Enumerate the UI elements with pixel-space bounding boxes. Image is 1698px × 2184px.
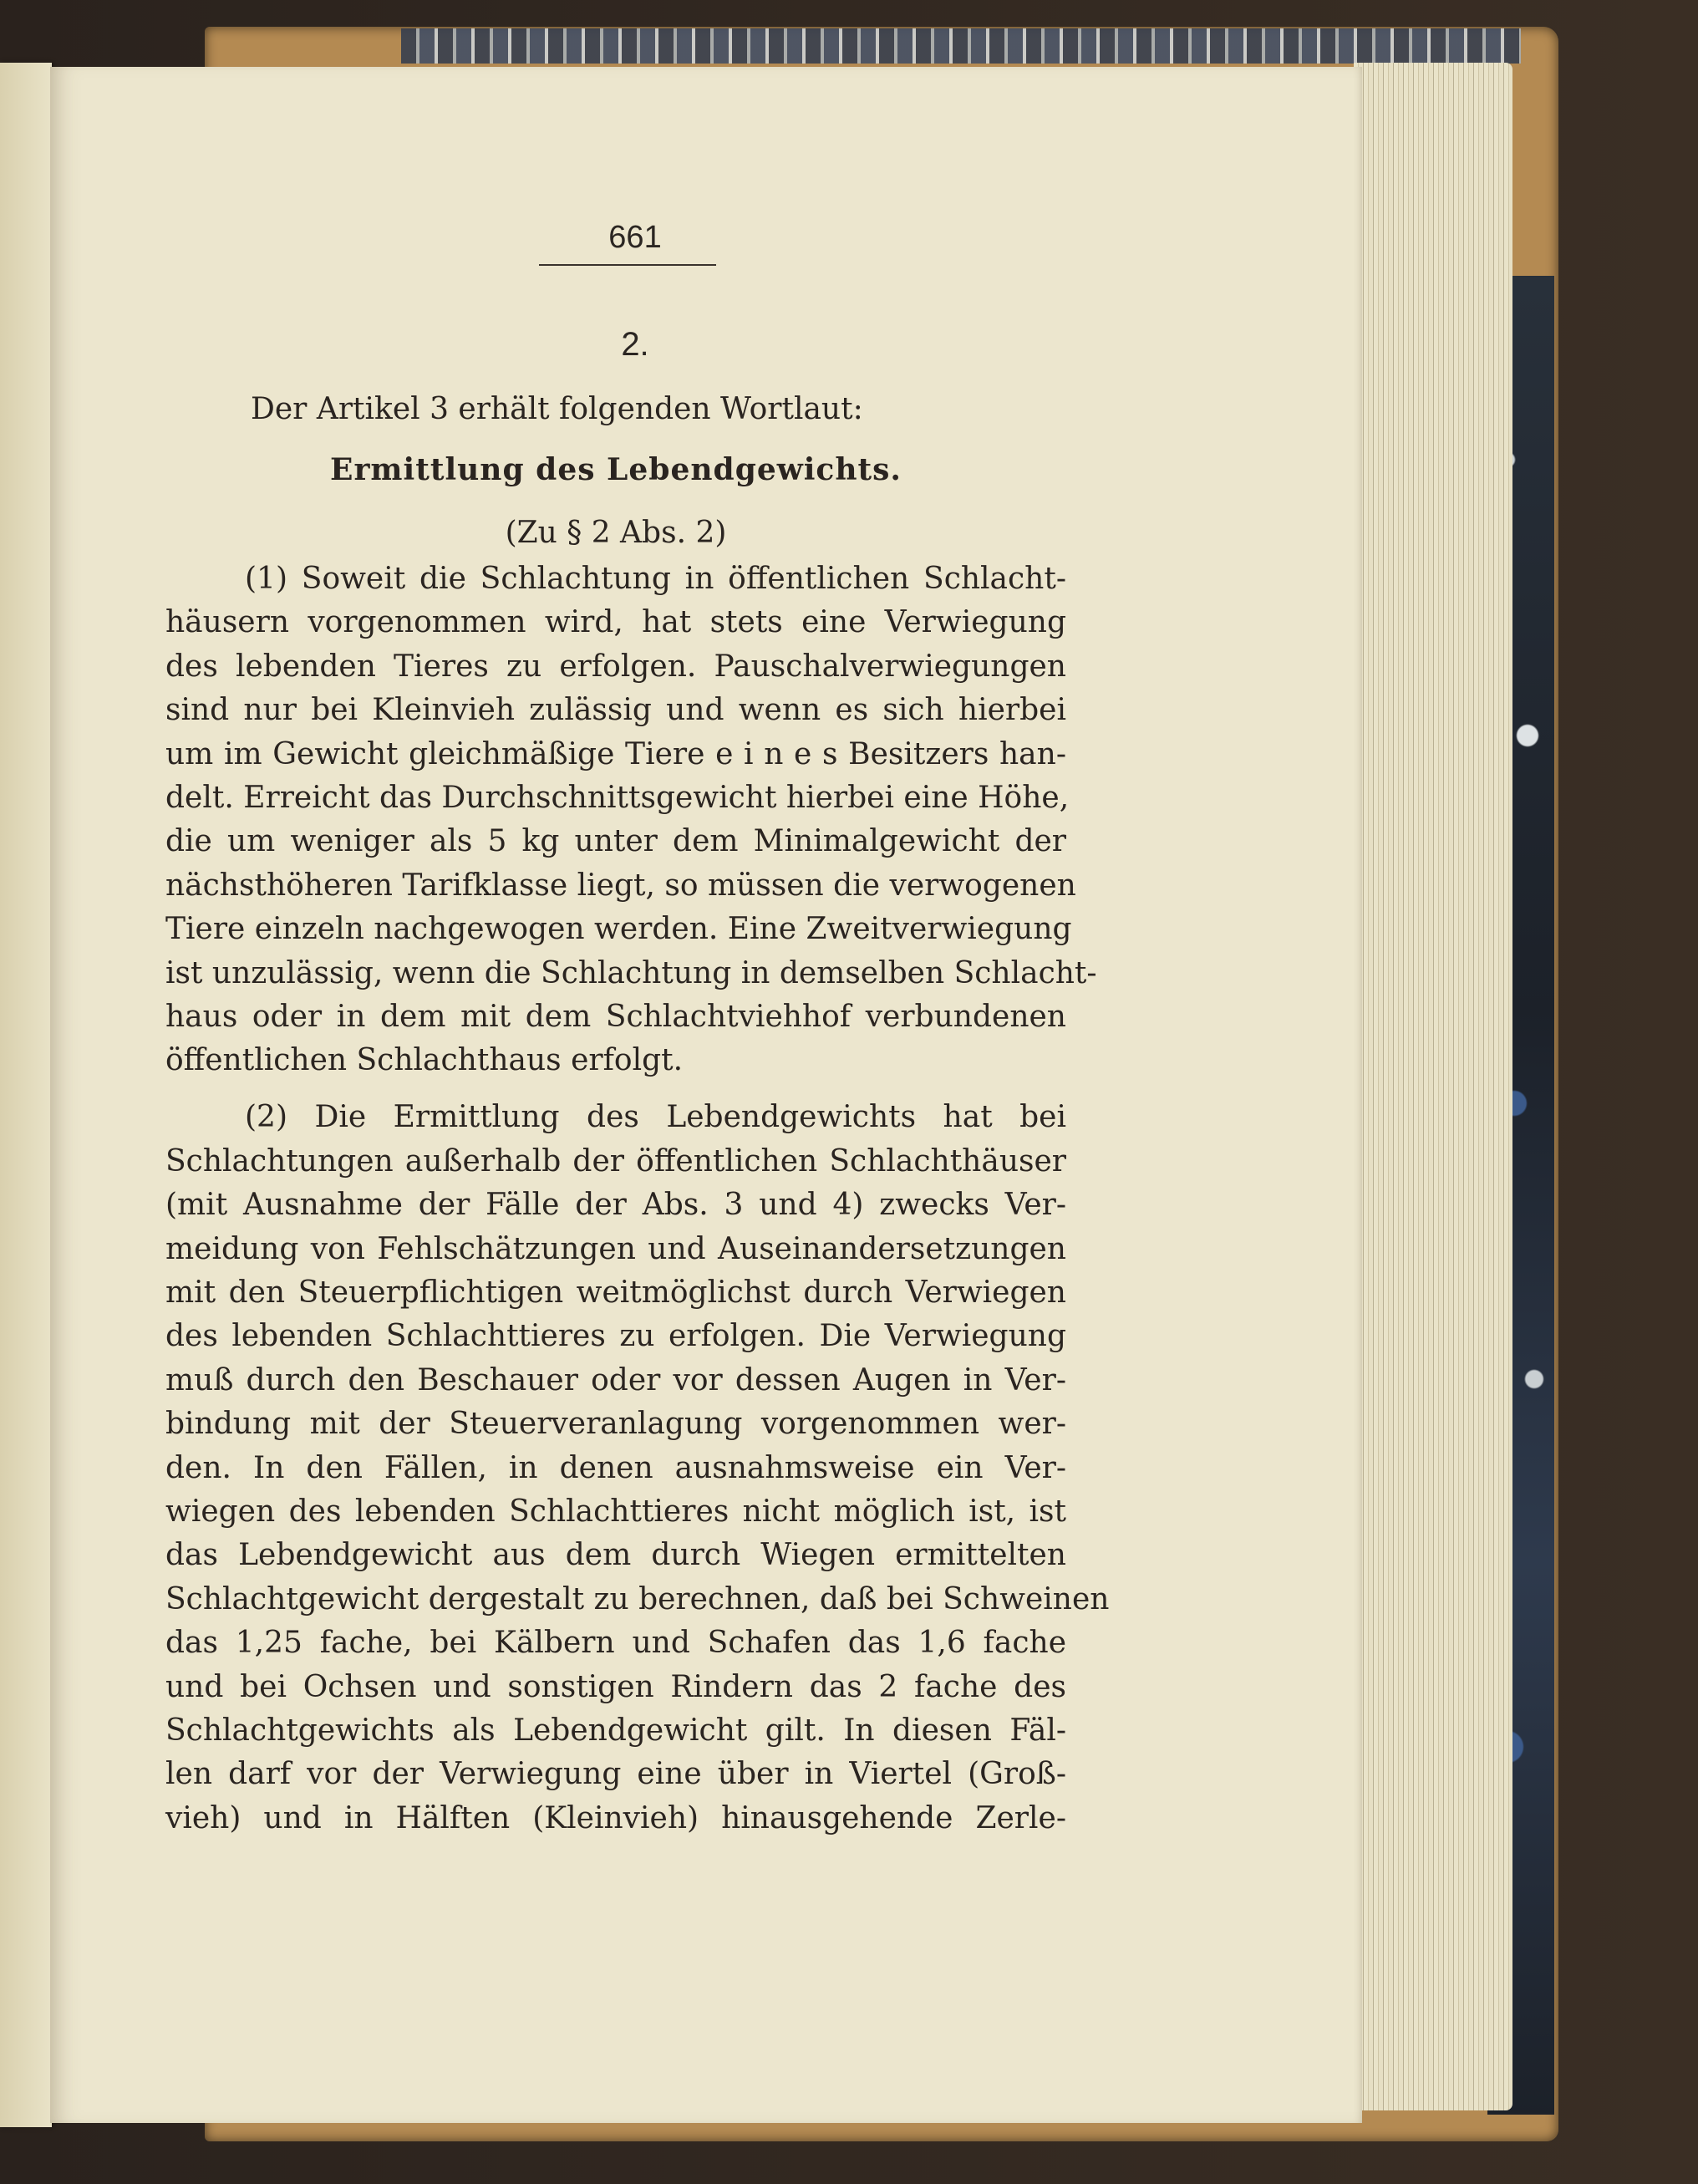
text-line: Tiere einzeln nachgewogen werden. Eine Zweitverwiegung [165,912,1072,947]
text-line: die um weniger als 5 kg unter dem Minimalgewicht der [165,824,1066,859]
text-line: des lebenden Schlachttieres zu erfolgen. Die Verwiegung [165,1319,1066,1354]
marbled-edge-top [401,28,1521,64]
heading: Ermittlung des Lebendgewichts. [330,452,902,487]
facing-page-edge [0,63,52,2127]
text-line: häusern vorgenommen wird, hat stets eine Verwiegung [165,605,1066,640]
text-line: (2) Die Ermittlung des Lebendgewichts hat bei [245,1100,1066,1135]
text-line: haus oder in dem mit dem Schlachtviehhof verbundenen [165,1000,1066,1034]
text-line: wiegen des lebenden Schlachttieres nicht möglich ist, ist [165,1494,1066,1529]
page-number: 661 [608,220,662,255]
text-line: Schlachtungen außerhalb der öffentlichen Schlachthäuser [165,1143,1066,1179]
text-line: öffentlichen Schlachthaus erfolgt. [165,1043,684,1078]
text-line: (mit Ausnahme der Fälle der Abs. 3 und 4) zwecks Ver- [165,1188,1066,1223]
text-line: mit den Steuerpflichtigen weitmöglichst durch Verwiegen [165,1275,1066,1310]
text-line: muß durch den Beschauer oder vor dessen Augen in Ver- [165,1362,1066,1397]
text-line: das 1,25 fache, bei Kälbern und Schafen das 1,6 fache [165,1626,1066,1661]
text-line: das Lebendgewicht aus dem durch Wiegen ermittelten [165,1538,1066,1573]
text-line: vieh) und in Hälften (Kleinvieh) hinausgehende Zerle- [165,1800,1066,1835]
text-line: delt. Erreicht das Durchschnittsgewicht hierbei eine Höhe, [165,781,1070,815]
page-stack-edges [1354,63,1512,2110]
text-line: bindung mit der Steuerveranlagung vorgenommen wer- [165,1407,1066,1442]
text-line: Schlachtgewicht dergestalt zu berechnen, daß bei Schweinen [165,1581,1110,1616]
text-line: meidung von Fehlschätzungen und Auseinandersetzungen [165,1231,1066,1266]
header-rule [539,264,716,266]
text-line: sind nur bei Kleinvieh zulässig und wenn es sich hierbei [165,693,1066,728]
text-line: um im Gewicht gleichmäßige Tiere e i n e s Besitzers han- [165,736,1066,771]
text-line: len darf vor der Verwiegung eine über in Viertel (Groß- [165,1757,1066,1792]
text-line: und bei Ochsen und sonstigen Rindern das 2 fache des [165,1669,1066,1704]
text-line: nächsthöheren Tarifklasse liegt, so müssen die verwogenen [165,868,1076,903]
text-line: Schlachtgewichts als Lebendgewicht gilt. In diesen Fäl- [165,1713,1066,1748]
text-line: ist unzulässig, wenn die Schlachtung in demselben Schlacht- [165,955,1097,990]
text-line: (1) Soweit die Schlachtung in öffentlichen Schlacht- [245,562,1066,596]
text-line: den. In den Fällen, in denen ausnahmsweise ein Ver- [165,1450,1066,1485]
section-number: 2. [621,326,649,363]
intro-line: Der Artikel 3 erhält folgenden Wortlaut: [251,392,863,426]
reference: (Zu § 2 Abs. 2) [505,516,727,550]
text-line: des lebenden Tieres zu erfolgen. Pauschalverwiegungen [165,649,1066,684]
